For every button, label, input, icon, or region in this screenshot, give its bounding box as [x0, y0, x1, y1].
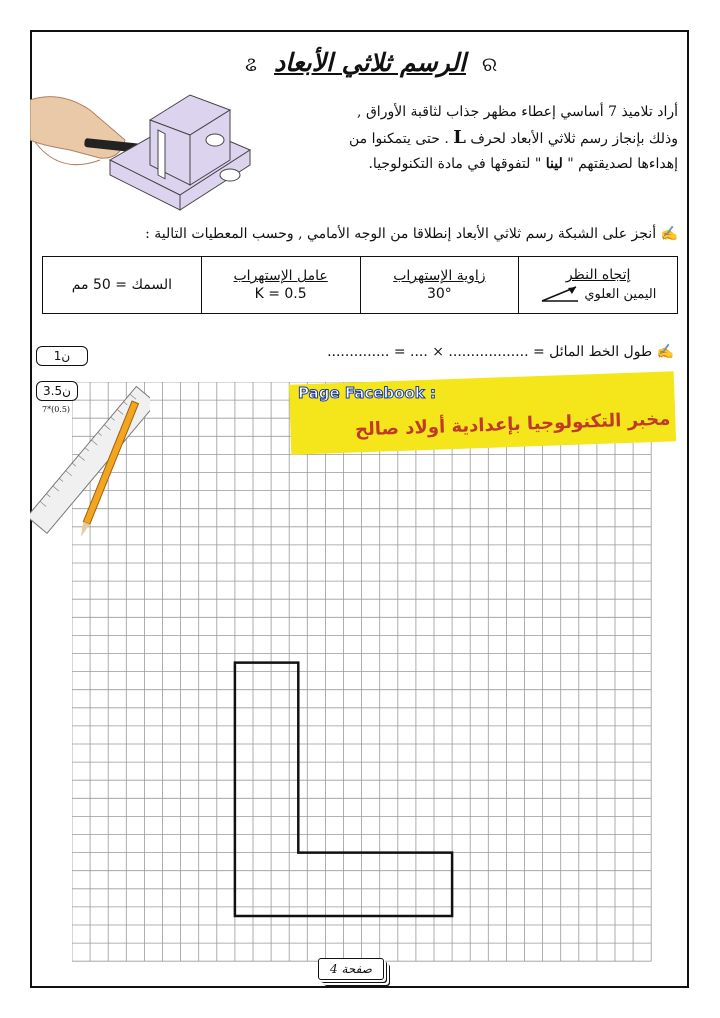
spec-table [42, 256, 678, 314]
thickness-value: السمك = 50 مم [71, 277, 173, 293]
page-number: صفحة 4 [318, 958, 384, 980]
illustration [30, 80, 280, 220]
factor-value: K = 0.5 [254, 286, 307, 302]
length-formula [327, 344, 674, 360]
intro-paragraph [298, 100, 678, 177]
score-badge-2: 3.5ن [36, 381, 78, 401]
diagonal-arrow-icon [540, 285, 580, 303]
writing-hand-icon: ✍ [660, 226, 678, 242]
intro-line-2a: وذلك بإنجاز رسم ثلاثي الأبعاد لحرف [470, 131, 678, 147]
ornament-right: ର [482, 52, 498, 76]
watermark-lab-name: مخبر التكنولوجيا بإعدادية أولاد صالح [354, 408, 671, 441]
grid-lines [72, 382, 651, 961]
ornament-left: ଌ [245, 52, 257, 76]
angle-value: 30° [426, 286, 452, 302]
view-direction-header: إتجاه النظر [565, 267, 631, 283]
intro-line-2b: . حتى يتمكنوا من [349, 131, 449, 147]
intro-line-3b: " لتفوقها في مادة التكنولوجيا. [368, 156, 542, 172]
angle-cell [360, 257, 519, 314]
view-direction-cell [519, 257, 678, 314]
task-text: أنجز على الشبكة رسم ثلاثي الأبعاد إنطلاقا من الوجه الأمامي , وحسب المعطيات التالية : [145, 226, 657, 242]
thickness-cell [43, 257, 202, 314]
watermark-facebook: Page Facebook : [298, 384, 436, 402]
view-direction-value: اليمين العلوي [519, 285, 677, 303]
letter-l: L [453, 127, 466, 148]
intro-line-1: أراد تلاميذ 7 أساسي إعطاء مظهر جذاب لثاقبة الأوراق , [357, 104, 678, 120]
factor-cell [201, 257, 360, 314]
ruler-pencil-icon [30, 385, 150, 545]
scale-note: 7*(0.5) [42, 405, 71, 414]
intro-line-3a: إهداءها لصديقتهم " [567, 156, 678, 172]
writing-hand-icon: ✍ [656, 344, 674, 360]
page-title: الرسم ثلاثي الأبعاد [274, 48, 466, 77]
score-badge-1: 1ن [36, 346, 88, 366]
task-instruction [78, 226, 678, 242]
3d-part-icon [110, 95, 250, 210]
length-formula-text: طول الخط المائل = .................. × .... = .............. [327, 344, 653, 360]
factor-header: عامل الإستهراب [233, 268, 328, 284]
angle-header: زاوية الإستهراب [393, 268, 486, 284]
drawing-grid [72, 382, 652, 962]
friend-name: لينا [545, 156, 563, 172]
